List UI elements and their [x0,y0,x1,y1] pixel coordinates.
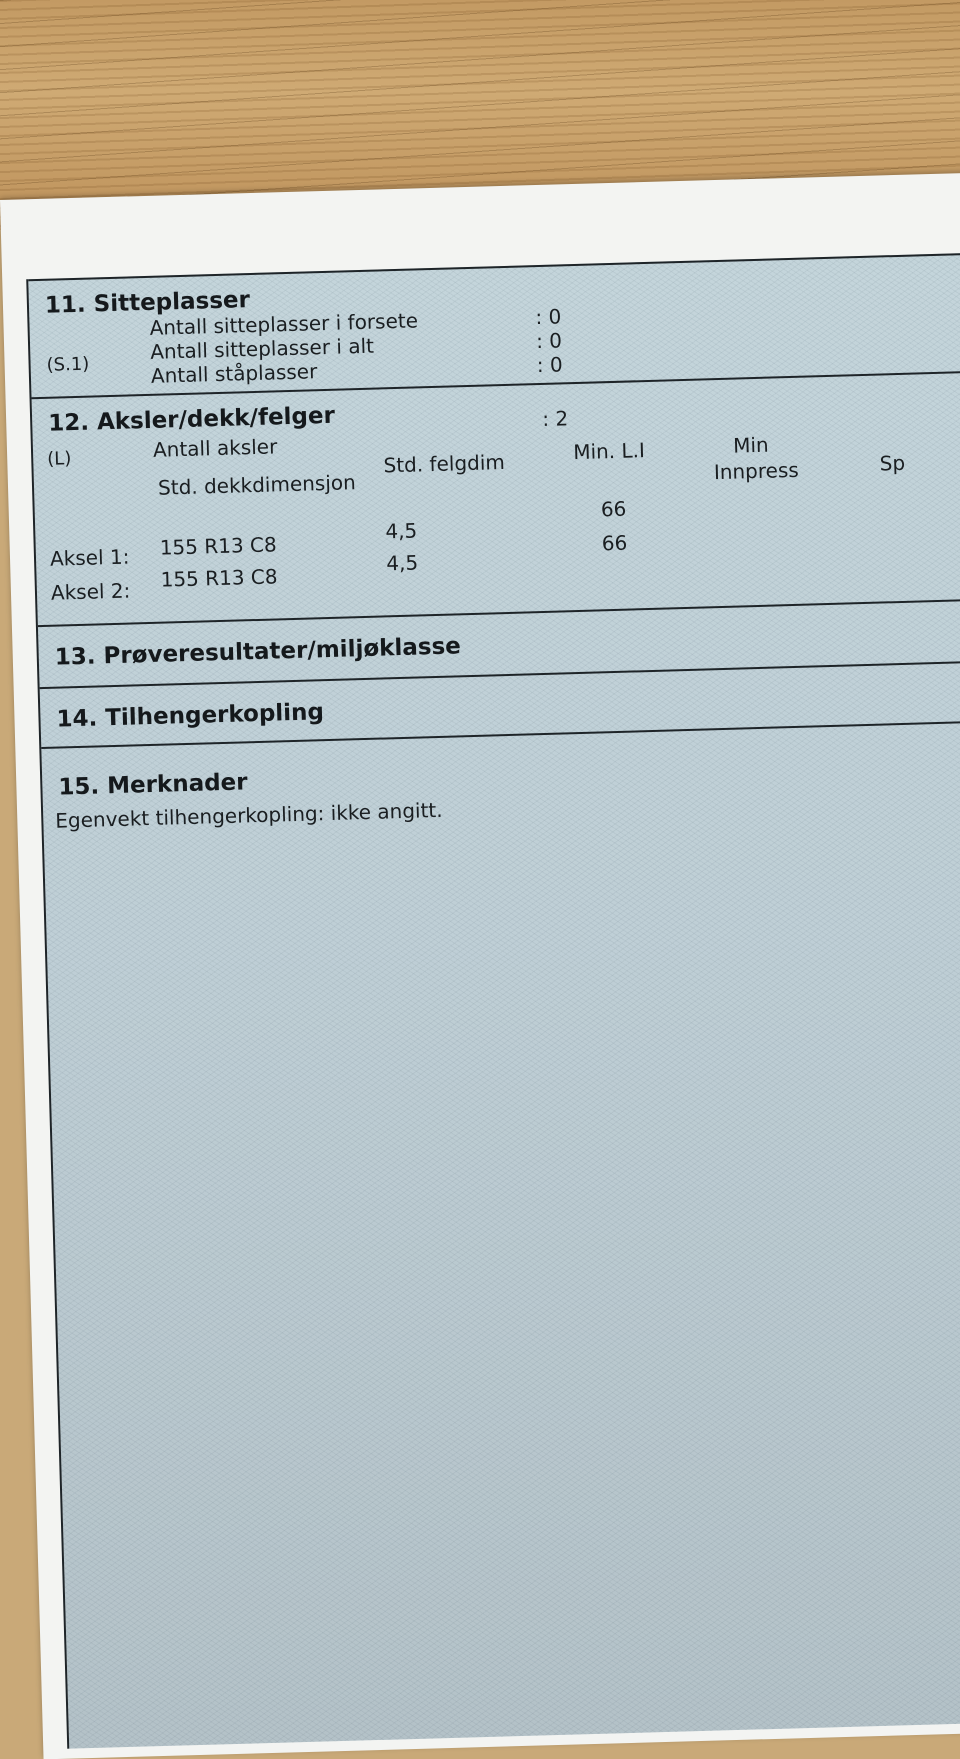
section-15-title: 15. Merknader [58,769,248,801]
document-page [0,172,960,1759]
vehicle-registration-form [26,251,960,1748]
axle-1-tyre: 155 R13 C8 [159,532,277,560]
seats-front-label: Antall sitteplasser i forsete [149,308,419,340]
seats-code: (S.1) [46,353,90,376]
section-13-title: 13. Prøveresultater/miljøklasse [54,633,462,671]
axle-1-rim: 4,5 [385,518,418,544]
axle-2-tyre: 155 R13 C8 [160,564,278,592]
standing-places-label: Antall ståplasser [150,359,318,388]
header-min-inpress-line1: Min [732,432,769,458]
axle-count-label: Antall aksler [152,434,278,462]
header-cut-off-column: Sp [879,450,906,476]
remark-text: Egenvekt tilhengerkopling: ikke angitt. [55,797,443,833]
axle-code: (L) [46,448,72,470]
axle-2-rim: 4,5 [385,550,419,576]
seats-front-value: : 0 [535,304,562,330]
standing-places-value: : 0 [536,352,563,378]
section-14-title: 14. Tilhengerkopling [56,699,325,733]
axle-2-load-index: 66 [601,530,628,556]
header-rim-dimension: Std. felgdim [383,450,506,478]
section-11-title: 11. Sitteplasser [44,287,251,319]
section-aksler-dekk-felger [32,369,960,627]
axle-2-name: Aksel 2: [50,578,131,605]
section-12-title: 12. Aksler/dekk/felger [47,402,336,437]
section-merknader [41,719,960,1749]
axle-count-value: : 2 [541,406,569,431]
seats-total-label: Antall sitteplasser i alt [149,333,375,364]
header-min-load-index: Min. L.I [572,438,646,465]
axle-1-name: Aksel 1: [49,544,130,571]
header-tyre-dimension: Std. dekkdimensjon [157,470,357,500]
axle-1-load-index: 66 [600,496,627,522]
seats-total-value: : 0 [535,328,563,354]
header-min-inpress-line2: Innpress [713,457,800,485]
